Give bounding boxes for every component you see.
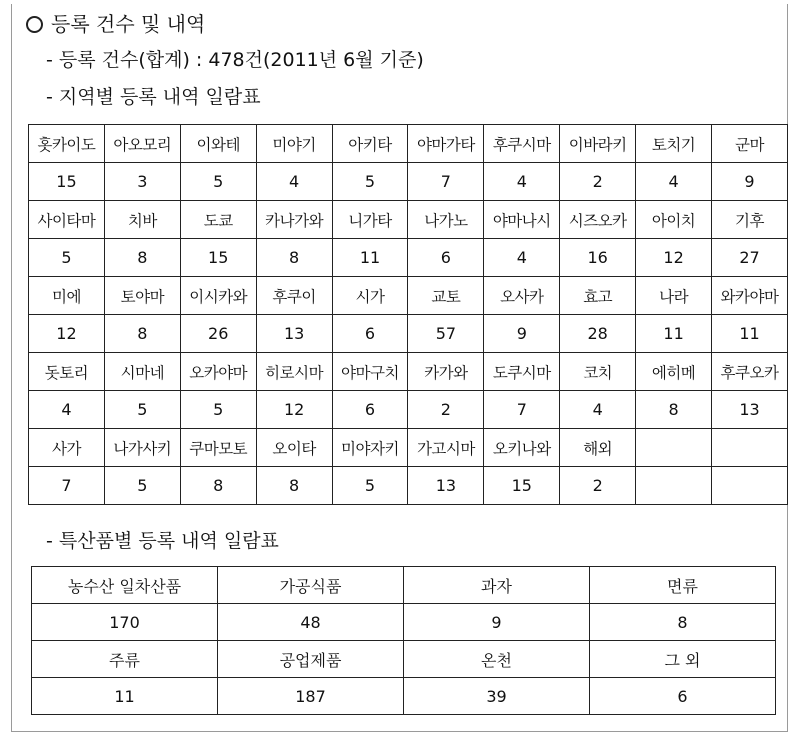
region-name-cell: 야마나시: [484, 201, 560, 239]
region-name-cell: 오키나와: [484, 429, 560, 467]
region-count-cell: 9: [484, 315, 560, 353]
region-count-cell: 6: [332, 315, 408, 353]
region-count-cell: 5: [29, 239, 105, 277]
product-count-row: [32, 604, 776, 641]
region-name-cell: 오사카: [484, 277, 560, 315]
region-name-cell: 도쿠시마: [484, 353, 560, 391]
region-name-cell: 야마가타: [408, 125, 484, 163]
region-name-cell: 나가사키: [104, 429, 180, 467]
region-name-cell: 후쿠시마: [484, 125, 560, 163]
region-count-cell: 8: [180, 467, 256, 505]
product-count-cell: 170: [32, 604, 218, 641]
region-table: [28, 124, 788, 505]
region-count-cell: [712, 467, 788, 505]
region-count-cell: 57: [408, 315, 484, 353]
product-count-row: [32, 678, 776, 715]
region-name-row: [29, 277, 788, 315]
region-count-cell: 8: [104, 315, 180, 353]
region-count-cell: 15: [484, 467, 560, 505]
region-count-cell: 5: [104, 391, 180, 429]
region-count-row: [29, 391, 788, 429]
region-name-cell: 돗토리: [29, 353, 105, 391]
product-name-cell: 가공식품: [218, 567, 404, 604]
region-count-cell: 12: [29, 315, 105, 353]
region-name-cell: 이시카와: [180, 277, 256, 315]
region-count-cell: 7: [29, 467, 105, 505]
region-count-row: [29, 239, 788, 277]
product-table-heading: - 특산품별 등록 내역 일람표: [46, 530, 279, 552]
region-count-cell: 11: [332, 239, 408, 277]
region-name-cell: 이와테: [180, 125, 256, 163]
region-count-cell: 15: [180, 239, 256, 277]
region-name-cell: 효고: [560, 277, 636, 315]
region-name-row: [29, 125, 788, 163]
region-count-cell: 4: [29, 391, 105, 429]
region-count-cell: 8: [636, 391, 712, 429]
region-count-row: [29, 315, 788, 353]
region-name-cell: 코치: [560, 353, 636, 391]
product-count-cell: 8: [590, 604, 776, 641]
region-name-cell: 카가와: [408, 353, 484, 391]
region-count-row: [29, 467, 788, 505]
product-count-cell: 39: [404, 678, 590, 715]
product-name-cell: 농수산 일차산품: [32, 567, 218, 604]
region-name-cell: 가고시마: [408, 429, 484, 467]
region-name-cell: 오이타: [256, 429, 332, 467]
region-count-cell: 12: [256, 391, 332, 429]
product-name-cell: 면류: [590, 567, 776, 604]
region-count-cell: 4: [484, 239, 560, 277]
region-name-cell: 아키타: [332, 125, 408, 163]
region-count-cell: 5: [180, 163, 256, 201]
region-name-cell: 후쿠오카: [712, 353, 788, 391]
region-count-cell: 9: [712, 163, 788, 201]
region-name-cell: 와카야마: [712, 277, 788, 315]
region-name-cell: 니가타: [332, 201, 408, 239]
region-table-heading: - 지역별 등록 내역 일람표: [46, 86, 261, 108]
product-name-row: [32, 567, 776, 604]
circle-bullet-icon: [26, 16, 43, 33]
region-count-cell: 5: [104, 467, 180, 505]
region-count-cell: 8: [256, 239, 332, 277]
region-count-cell: 2: [408, 391, 484, 429]
product-name-cell: 주류: [32, 641, 218, 678]
region-count-cell: 4: [484, 163, 560, 201]
region-name-cell: 에히메: [636, 353, 712, 391]
section-heading-text: 등록 건수 및 내역: [51, 12, 206, 36]
region-count-cell: 4: [636, 163, 712, 201]
region-count-cell: 11: [636, 315, 712, 353]
region-count-row: [29, 163, 788, 201]
region-name-cell: 도쿄: [180, 201, 256, 239]
region-count-cell: 6: [408, 239, 484, 277]
product-name-cell: 온천: [404, 641, 590, 678]
region-count-cell: 6: [332, 391, 408, 429]
region-name-cell: 치바: [104, 201, 180, 239]
region-count-cell: 4: [560, 391, 636, 429]
region-name-cell: [712, 429, 788, 467]
product-count-cell: 9: [404, 604, 590, 641]
region-count-cell: 12: [636, 239, 712, 277]
region-name-cell: [636, 429, 712, 467]
region-count-cell: 11: [712, 315, 788, 353]
region-name-row: [29, 201, 788, 239]
region-name-cell: 사이타마: [29, 201, 105, 239]
region-count-cell: 7: [484, 391, 560, 429]
product-name-row: [32, 641, 776, 678]
region-count-cell: 8: [104, 239, 180, 277]
region-name-cell: 시즈오카: [560, 201, 636, 239]
product-name-cell: 과자: [404, 567, 590, 604]
region-count-cell: 5: [332, 467, 408, 505]
region-count-cell: 2: [560, 163, 636, 201]
region-name-cell: 후쿠이: [256, 277, 332, 315]
region-count-cell: 13: [408, 467, 484, 505]
region-name-cell: 아이치: [636, 201, 712, 239]
region-name-row: [29, 429, 788, 467]
region-name-cell: 야마구치: [332, 353, 408, 391]
product-name-cell: 그 외: [590, 641, 776, 678]
region-name-cell: 교토: [408, 277, 484, 315]
region-name-cell: 홋카이도: [29, 125, 105, 163]
product-count-cell: 48: [218, 604, 404, 641]
region-count-cell: 3: [104, 163, 180, 201]
region-name-cell: 미야자키: [332, 429, 408, 467]
region-count-cell: 26: [180, 315, 256, 353]
region-name-cell: 토치기: [636, 125, 712, 163]
region-name-cell: 토야마: [104, 277, 180, 315]
region-count-cell: 15: [29, 163, 105, 201]
region-name-cell: 기후: [712, 201, 788, 239]
region-count-cell: 7: [408, 163, 484, 201]
product-count-cell: 6: [590, 678, 776, 715]
region-name-cell: 시가: [332, 277, 408, 315]
region-name-cell: 해외: [560, 429, 636, 467]
region-count-cell: 16: [560, 239, 636, 277]
region-name-cell: 시마네: [104, 353, 180, 391]
region-name-cell: 나라: [636, 277, 712, 315]
total-registrations: - 등록 건수(합계) : 478건(2011년 6월 기준): [46, 49, 424, 71]
region-count-cell: 27: [712, 239, 788, 277]
region-count-cell: 2: [560, 467, 636, 505]
product-name-cell: 공업제품: [218, 641, 404, 678]
region-name-cell: 사가: [29, 429, 105, 467]
region-name-cell: 히로시마: [256, 353, 332, 391]
region-name-cell: 군마: [712, 125, 788, 163]
region-count-cell: 4: [256, 163, 332, 201]
region-count-cell: 5: [180, 391, 256, 429]
region-count-cell: 13: [256, 315, 332, 353]
region-name-cell: 오카야마: [180, 353, 256, 391]
region-count-cell: 28: [560, 315, 636, 353]
region-name-cell: 미야기: [256, 125, 332, 163]
region-name-cell: 나가노: [408, 201, 484, 239]
region-count-cell: 13: [712, 391, 788, 429]
product-count-cell: 187: [218, 678, 404, 715]
section-heading: [26, 12, 205, 36]
product-table: [31, 566, 776, 715]
region-name-cell: 아오모리: [104, 125, 180, 163]
region-count-cell: 5: [332, 163, 408, 201]
region-name-cell: 이바라키: [560, 125, 636, 163]
region-name-cell: 쿠마모토: [180, 429, 256, 467]
region-name-cell: 미에: [29, 277, 105, 315]
region-name-row: [29, 353, 788, 391]
product-count-cell: 11: [32, 678, 218, 715]
region-count-cell: 8: [256, 467, 332, 505]
region-name-cell: 카나가와: [256, 201, 332, 239]
region-count-cell: [636, 467, 712, 505]
